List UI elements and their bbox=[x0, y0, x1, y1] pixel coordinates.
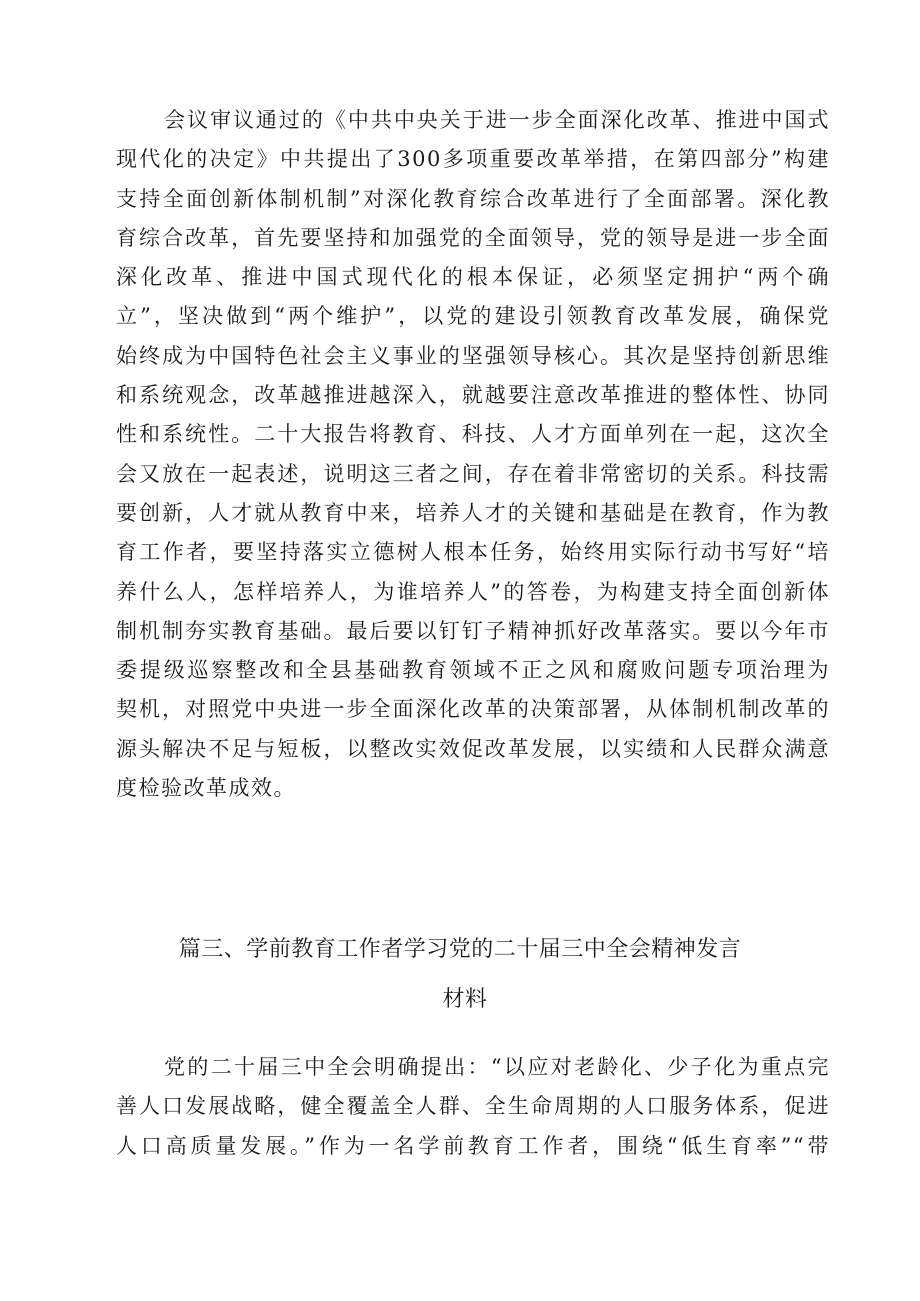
paragraph-line: 委提级巡察整改和全县基础教育领域不正之风和腐败问题专项治理为 bbox=[116, 658, 830, 683]
body-paragraph bbox=[116, 1048, 830, 1166]
section-heading-line: 篇三、学前教育工作者学习党的二十届三中全会精神发言 bbox=[178, 937, 742, 962]
paragraph-line: 制机制夯实教育基础。最后要以钉钉子精神抓好改革落实。要以今年市 bbox=[116, 618, 830, 643]
paragraph-line: 会又放在一起表述，说明这三者之间，存在着非常密切的关系。科技需 bbox=[116, 461, 830, 486]
paragraph-line: 立”，坚决做到“两个维护”，以党的建设引领教育改革发展，确保党 bbox=[116, 304, 830, 329]
paragraph-line: 育综合改革，首先要坚持和加强党的全面领导，党的领导是进一步全面 bbox=[116, 225, 830, 250]
paragraph-line: 现代化的决定》中共提出了300多项重要改革举措，在第四部分”构建 bbox=[116, 147, 830, 172]
section-heading bbox=[0, 925, 920, 1025]
paragraph-line: 党的二十届三中全会明确提出：“以应对老龄化、少子化为重点完 bbox=[164, 1055, 830, 1079]
paragraph-line: 养什么人，怎样培养人，为谁培养人”的答卷，为构建支持全面创新体 bbox=[116, 579, 830, 604]
paragraph-line: 善人口发展战略，健全覆盖全人群、全生命周期的人口服务体系，促进 bbox=[116, 1094, 830, 1119]
paragraph-line: 深化改革、推进中国式现代化的根本保证，必须坚定拥护“两个确 bbox=[116, 265, 830, 290]
paragraph-line: 支持全面创新体制机制”对深化教育综合改革进行了全面部署。深化教 bbox=[116, 186, 830, 211]
paragraph-line: 性和系统性。二十大报告将教育、科技、人才方面单列在一起，这次全 bbox=[116, 422, 830, 447]
paragraph-line: 育工作者，要坚持落实立德树人根本任务，始终用实际行动书写好“培 bbox=[116, 540, 830, 565]
paragraph-line: 会议审议通过的《中共中央关于进一步全面深化改革、推进中国式 bbox=[164, 108, 830, 132]
body-paragraph bbox=[116, 101, 830, 808]
paragraph-line: 要创新，人才就从教育中来，培养人才的关键和基础是在教育，作为教 bbox=[116, 500, 830, 525]
paragraph-line: 度检验改革成效。 bbox=[116, 776, 296, 801]
paragraph-line: 契机，对照党中央进一步全面深化改革的决策部署，从体制机制改革的 bbox=[116, 697, 830, 722]
paragraph-line: 和系统观念，改革越推进越深入，就越要注意改革推进的整体性、协同 bbox=[116, 383, 830, 408]
paragraph-line: 始终成为中国特色社会主义事业的坚强领导核心。其次是坚持创新思维 bbox=[116, 343, 830, 368]
section-heading-line: 材料 bbox=[442, 987, 488, 1012]
paragraph-line: 人口高质量发展。”作为一名学前教育工作者，围绕“低生育率”“带 bbox=[116, 1133, 830, 1158]
paragraph-line: 源头解决不足与短板，以整改实效促改革发展，以实绩和人民群众满意 bbox=[116, 736, 830, 761]
